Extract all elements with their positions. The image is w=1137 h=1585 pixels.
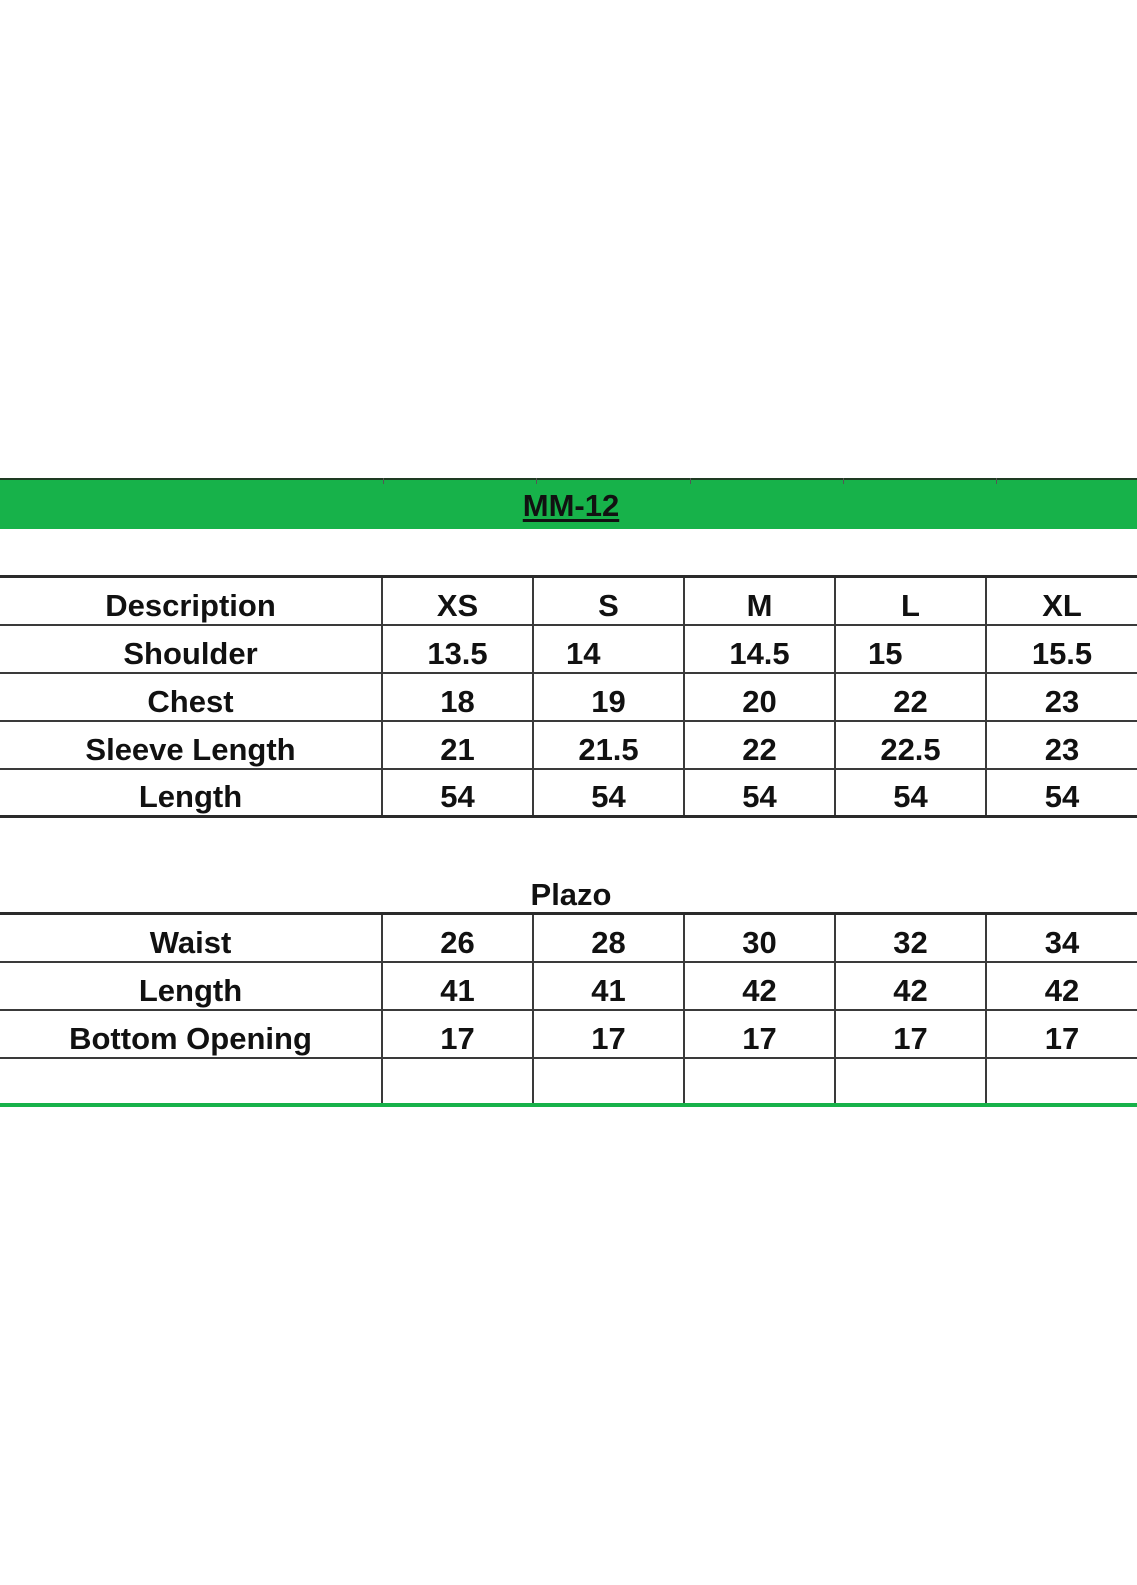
table-cell: 17 (382, 1010, 533, 1058)
table-row (0, 769, 1137, 817)
table-cell: 21 (382, 721, 533, 769)
table-row (0, 1010, 1137, 1058)
table-cell: 22 (684, 721, 835, 769)
header-row (0, 577, 1137, 625)
table-cell: 28 (533, 914, 684, 962)
row-label: Bottom Opening (0, 1010, 382, 1058)
table-cell (986, 1058, 1137, 1106)
bar-divider (690, 478, 691, 484)
table-cell: 41 (382, 962, 533, 1010)
table-cell: 14 (533, 625, 684, 673)
bar-divider (383, 478, 384, 484)
table-cell: 15 (835, 625, 986, 673)
table-cell: 42 (684, 962, 835, 1010)
table-cell: 42 (986, 962, 1137, 1010)
header-size-xs: XS (382, 577, 533, 625)
table-cell: 22.5 (835, 721, 986, 769)
table-cell: 42 (835, 962, 986, 1010)
header-size-s: S (533, 577, 684, 625)
row-label: Sleeve Length (0, 721, 382, 769)
table-row (0, 625, 1137, 673)
table-cell: 23 (986, 673, 1137, 721)
table-cell: 13.5 (382, 625, 533, 673)
kurta-size-table (0, 575, 1137, 818)
header-size-m: M (684, 577, 835, 625)
table-cell: 17 (986, 1010, 1137, 1058)
table-cell: 20 (684, 673, 835, 721)
header-size-l: L (835, 577, 986, 625)
row-label: Length (0, 769, 382, 817)
table-cell: 30 (684, 914, 835, 962)
chart-title: MM-12 (522, 488, 620, 523)
table-cell: 17 (533, 1010, 684, 1058)
row-label: Chest (0, 673, 382, 721)
table-cell: 34 (986, 914, 1137, 962)
row-label: Shoulder (0, 625, 382, 673)
table-row-empty (0, 1058, 1137, 1106)
table-cell: 54 (986, 769, 1137, 817)
table-cell: 17 (835, 1010, 986, 1058)
table-cell: 18 (382, 673, 533, 721)
table-cell: 54 (835, 769, 986, 817)
table-row (0, 673, 1137, 721)
plazo-size-table (0, 912, 1137, 1107)
bar-divider (843, 478, 844, 484)
header-description: Description (0, 577, 382, 625)
table-cell (835, 1058, 986, 1106)
table-cell: 26 (382, 914, 533, 962)
plazo-section-label: Plazo (530, 877, 612, 912)
table-cell: 19 (533, 673, 684, 721)
bar-divider (536, 478, 537, 484)
table-cell: 14.5 (684, 625, 835, 673)
table-cell: 54 (533, 769, 684, 817)
row-label: Waist (0, 914, 382, 962)
header-size-xl: XL (986, 577, 1137, 625)
table-cell: 15.5 (986, 625, 1137, 673)
row-label (0, 1058, 382, 1106)
row-label: Length (0, 962, 382, 1010)
bottom-green-rule (0, 1103, 1137, 1107)
table-cell: 22 (835, 673, 986, 721)
table-cell: 32 (835, 914, 986, 962)
table-row (0, 914, 1137, 962)
table-row (0, 962, 1137, 1010)
table-cell: 23 (986, 721, 1137, 769)
table-row (0, 721, 1137, 769)
table-cell (533, 1058, 684, 1106)
table-cell: 21.5 (533, 721, 684, 769)
table-cell (382, 1058, 533, 1106)
table-cell: 54 (684, 769, 835, 817)
bar-divider (996, 478, 997, 484)
table-cell: 17 (684, 1010, 835, 1058)
table-cell: 41 (533, 962, 684, 1010)
table-cell: 54 (382, 769, 533, 817)
table-cell (684, 1058, 835, 1106)
